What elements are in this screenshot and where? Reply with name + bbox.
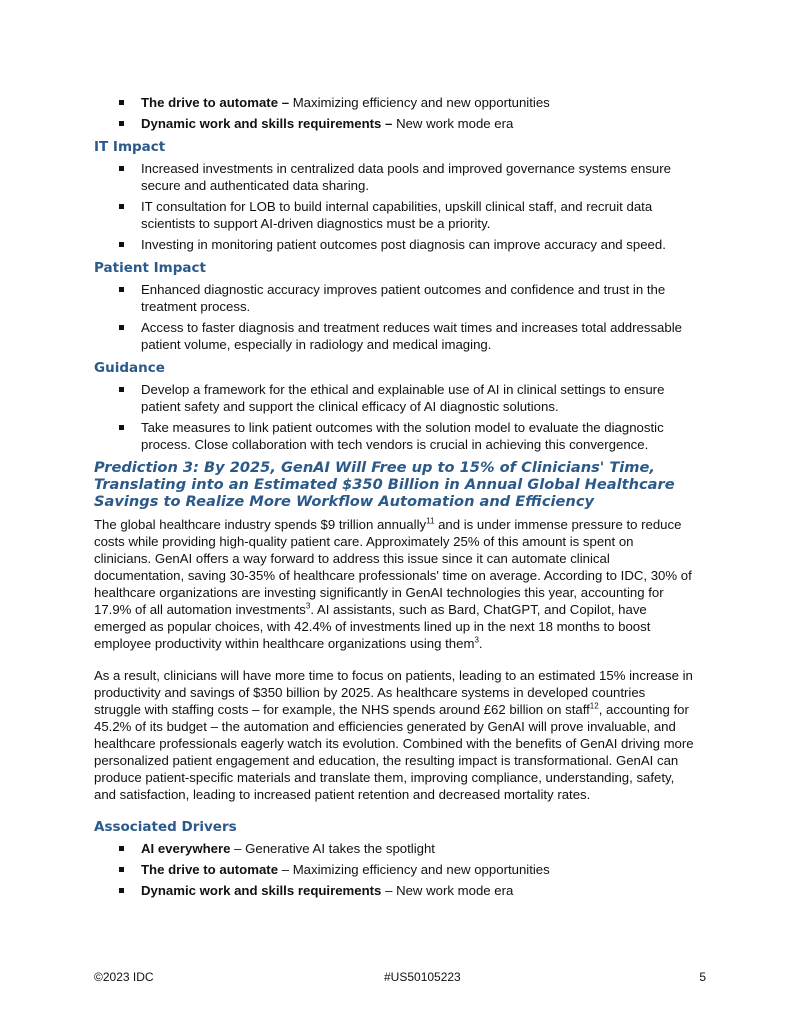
list-item: Develop a framework for the ethical and explainable use of AI in clinical settings to ensure patient safety and support the clinical efficacy of AI diagnostic solutions. (141, 381, 694, 415)
list-item: Access to faster diagnosis and treatment reduces wait times and increases total addressable patient volume, especially in radiology and medical imaging. (141, 319, 694, 353)
footnote-ref: 12 (589, 701, 599, 711)
list-item: Take measures to link patient outcomes with the solution model to evaluate the diagnostic process. Close collaboration with tech vendors is crucial in achieving this convergence. (141, 419, 694, 453)
footer-page-number: 5 (699, 970, 706, 984)
document-page (94, 94, 694, 905)
top-drivers-list (94, 94, 694, 132)
footer-doc-id: #US50105223 (384, 970, 461, 984)
list-item: Dynamic work and skills requirements – New work mode era (141, 115, 694, 132)
patient-impact-heading: Patient Impact (94, 260, 206, 276)
list-item: Enhanced diagnostic accuracy improves patient outcomes and confidence and trust in the treatment process. (141, 281, 694, 315)
list-item: Dynamic work and skills requirements – New work mode era (141, 882, 694, 899)
list-item: AI everywhere – Generative AI takes the spotlight (141, 840, 694, 857)
guidance-heading: Guidance (94, 360, 165, 376)
list-item: IT consultation for LOB to build internal capabilities, upskill clinical staff, and recruit data scientists to support AI-driven diagnostics must be a priority. (141, 198, 694, 232)
footnote-ref: 11 (426, 516, 435, 526)
patient-impact-list (94, 281, 694, 353)
list-item: The drive to automate – Maximizing efficiency and new opportunities (141, 861, 694, 878)
it-impact-list (94, 160, 694, 253)
list-item: Investing in monitoring patient outcomes post diagnosis can improve accuracy and speed. (141, 236, 694, 253)
prediction-paragraph-1: The global healthcare industry spends $9 trillion annually$^{11}$ and is under immense pressure to reduce costs while providing high-quality patient care. Approximately 25% of this amount is spent on clinicians. GenAI offers a way forward to address this issue since it can automate clinical documentation, saving 30-35% of healthcare professionals' time on average. According to IDC, 30% of healthcare organizations are investing significantly in GenAI technologies this year, accounting for 17.9% of all automation investments$^3$. AI assistants, such as Bard, ChatGPT, and Copilot, have emerged as popular choices, with 42.4% of investments lined up in the next 18 months to boost employee productivity within healthcare organizations using them$^3$. (94, 516, 692, 651)
it-impact-heading: IT Impact (94, 139, 166, 155)
list-item: Increased investments in centralized data pools and improved governance systems ensure secure and authenticated data sharing. (141, 160, 694, 194)
footnote-ref: 3 (305, 601, 311, 611)
guidance-list (94, 381, 694, 453)
associated-drivers-heading: Associated Drivers (94, 819, 237, 835)
list-item: The drive to automate – Maximizing efficiency and new opportunities (141, 94, 694, 111)
associated-drivers-list (94, 840, 694, 899)
footer-copyright: ©2023 IDC (94, 970, 154, 984)
footnote-ref: 3 (474, 635, 479, 645)
prediction-paragraph-2: As a result, clinicians will have more time to focus on patients, leading to an estimated 15% increase in productivity and savings of $350 billion by 2025. As healthcare systems in developed countries struggle with staffing costs – for example, the NHS spends around £62 billion on staff$^{12}$, accounting for 45.2% of its budget – the automation and efficiencies generated by GenAI will prove invaluable, and healthcare professionals eagerly watch its evolution. Combined with the benefits of GenAI driving more personalized patient engagement and education, the resulting impact is transformational. GenAI can produce patient-specific materials and translate them, improving compliance, understanding, safety, and satisfaction, leading to increased patient retention and decreased mortality rates. (94, 668, 694, 802)
prediction-title: Prediction 3: By 2025, GenAI Will Free up to 15% of Clinicians' Time, Translating into an Estimated $350 Billion in Annual Global Healthcare Savings to Realize More Workflow Automation and Efficiency (94, 459, 675, 510)
